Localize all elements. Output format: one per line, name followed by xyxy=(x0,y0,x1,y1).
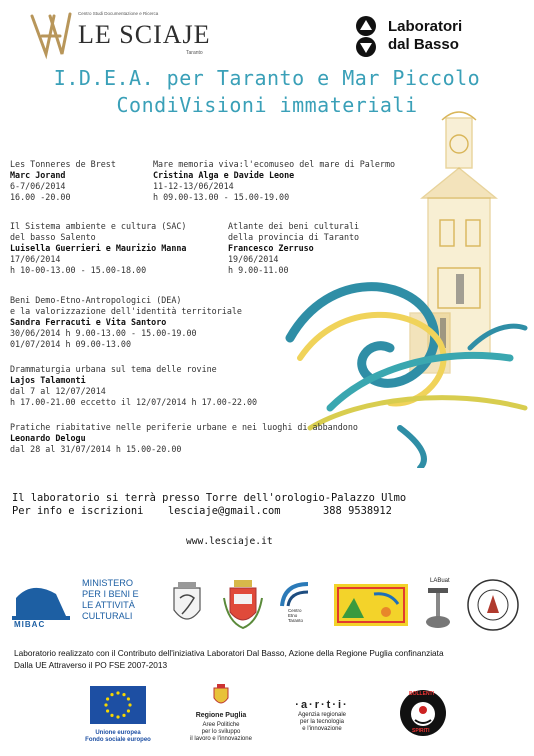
eu-star-icon xyxy=(110,693,113,696)
event-title: Les Tonneres de Brest xyxy=(10,159,116,169)
event-7 xyxy=(10,422,358,455)
page-title: I.D.E.A. per Taranto e Mar Piccolo xyxy=(53,66,481,90)
event-date: 11-12-13/06/2014 xyxy=(153,181,234,191)
centro-etno-logo xyxy=(278,580,322,630)
event-title: Mare memoria viva:l'ecomuseo del mare di Palermo xyxy=(153,159,396,169)
event-speaker: Sandra Ferracuti e Vita Santoro xyxy=(10,317,167,327)
phone-number: 388 9538912 xyxy=(323,505,392,517)
arti-line: e l'innovazione xyxy=(302,726,342,732)
event-date: 6-7/06/2014 xyxy=(10,181,66,191)
ue-line: Fondo sociale europeo xyxy=(85,737,151,743)
event-title: Pratiche riabitative nelle periferie urbane e nei luoghi di abbandono xyxy=(10,422,358,432)
eu-star-icon xyxy=(110,714,113,717)
event-speaker: Lajos Talamonti xyxy=(10,375,86,385)
event-1 xyxy=(10,159,116,203)
ministero-line: PER I BENI E xyxy=(82,589,139,599)
event-date: 17/06/2014 xyxy=(10,254,61,264)
venue-text: Il laboratorio si terrà presso Torre dell'orologio-Palazzo Ulmo xyxy=(12,492,407,504)
regione-puglia-logo xyxy=(176,684,266,756)
event-title-2: della provincia di Taranto xyxy=(228,232,360,242)
up-down-triangles-icon xyxy=(350,14,382,58)
arti-line: per la tecnologia xyxy=(299,719,345,725)
taranto-crest-icon xyxy=(170,580,204,630)
labuat-label: LABuat xyxy=(430,578,450,584)
logo-line2: dal Basso xyxy=(388,36,459,53)
eu-star-icon xyxy=(122,693,125,696)
arti-line: Agenzia regionale xyxy=(297,712,347,718)
eu-star-icon xyxy=(106,697,109,700)
eu-star-icon xyxy=(127,709,130,712)
event-date: dal 7 al 12/07/2014 xyxy=(10,386,106,396)
eu-logo xyxy=(80,686,156,754)
le-sciaje-logo xyxy=(24,6,224,62)
event-date: dal 28 al 31/07/2014 h 15.00-20.00 xyxy=(10,444,182,454)
logo-city: Taranto xyxy=(186,50,203,56)
bollenti-bottom: SPIRITI xyxy=(412,728,430,734)
bollenti-spiriti-logo xyxy=(398,688,448,748)
colorful-association-logo-icon xyxy=(334,584,408,626)
labuat-icon xyxy=(422,586,460,632)
eu-star-icon xyxy=(116,715,119,718)
funding-logos xyxy=(0,682,534,756)
event-6 xyxy=(10,364,257,408)
event-hours: h 17.00-21.00 eccetto il 12/07/2014 h 17.00-22.00 xyxy=(10,397,258,407)
event-3 xyxy=(10,221,186,276)
event-hours: 16.00 -20.00 xyxy=(10,192,71,202)
event-speaker: Marc Jorand xyxy=(10,170,66,180)
logo-line1: Laboratori xyxy=(388,18,463,35)
mibac-logo xyxy=(10,576,72,632)
event-hours: h 09.00-13.00 - 15.00-19.00 xyxy=(153,192,290,202)
event-title-2: e la valorizzazione dell'identità territoriale xyxy=(10,306,242,316)
event-title-2: del basso Salento xyxy=(10,232,96,242)
regione-crest-icon xyxy=(212,684,230,708)
centro-etno-icon xyxy=(278,580,322,610)
arti-logo xyxy=(282,699,362,754)
event-hours: h 9.00-11.00 xyxy=(228,265,289,275)
website-link[interactable]: www.lesciaje.it xyxy=(186,536,273,547)
eu-star-icon xyxy=(106,709,109,712)
event-hours: 01/07/2014 h 09.00-13.00 xyxy=(10,339,132,349)
credit-text xyxy=(14,648,524,671)
regione-line: Aree Politiche xyxy=(202,722,240,728)
event-hours: h 10-00-13.00 - 15.00-18.00 xyxy=(10,265,147,275)
contacts-label: Per info e iscrizioni xyxy=(12,505,144,517)
event-date: 30/06/2014 h 9.00-13.00 - 15.00-19.00 xyxy=(10,328,197,338)
credit-line2: Dalla UE Attraverso il PO FSE 2007-2013 xyxy=(14,659,168,670)
archeoclub-logo-icon xyxy=(466,578,520,632)
centro-line: Taranto xyxy=(288,618,304,623)
ue-line: Unione europea xyxy=(95,730,141,736)
event-speaker: Francesco Zerruso xyxy=(228,243,314,253)
contacts-line xyxy=(12,505,392,518)
page-subtitle: CondiVisioni immateriali xyxy=(116,93,418,117)
logo-subtitle: Centro Studi Documentazione e Ricerca xyxy=(78,11,159,16)
event-speaker: Cristina Alga e Davide Leone xyxy=(153,170,295,180)
ministero-text xyxy=(82,578,166,622)
ministero-line: MINISTERO xyxy=(82,578,134,588)
event-4 xyxy=(228,221,359,276)
logo-name: LE SCIAJE xyxy=(78,20,211,49)
event-speaker: Luisella Guerrieri e Maurizio Manna xyxy=(10,243,187,253)
event-title: Atlante dei beni culturali xyxy=(228,221,360,231)
email-link[interactable]: lesciaje@gmail.com xyxy=(167,505,281,517)
regione-line: il lavoro e l'innovazione xyxy=(190,736,252,742)
mibac-mark: MIBAC xyxy=(14,620,46,629)
event-speaker: Leonardo Delogu xyxy=(10,433,86,443)
arti-mark: ·a·r·t·i· xyxy=(295,699,349,711)
eu-star-icon xyxy=(122,714,125,717)
event-2 xyxy=(153,159,395,203)
laboratori-dal-basso-logo xyxy=(350,14,510,60)
ministero-line: LE ATTIVITÀ xyxy=(82,600,135,610)
event-5 xyxy=(10,295,242,350)
eu-star-icon xyxy=(128,703,131,706)
event-date: 19/06/2014 xyxy=(228,254,279,264)
centro-line: Centro xyxy=(288,608,302,613)
eu-star-icon xyxy=(116,691,119,694)
labuat-logo xyxy=(422,578,460,632)
event-title: Drammaturgia urbana sul tema delle rovine xyxy=(10,364,217,374)
bollenti-top: BOLLENTI xyxy=(409,691,434,697)
partner-logos xyxy=(10,572,525,640)
regione-line: per lo sviluppo xyxy=(201,729,241,735)
sciaje-emblem-icon xyxy=(24,6,80,62)
centro-line: Etno xyxy=(288,613,298,618)
regione-title: Regione Puglia xyxy=(195,712,247,719)
credit-line1: Laboratorio realizzato con il Contributo dell'iniziativa Laboratori Dal Basso, Azione della Regione Puglia confinanziata xyxy=(14,648,444,658)
eu-star-icon xyxy=(127,697,130,700)
eu-flag-icon xyxy=(90,686,146,724)
ministero-line: CULTURALI xyxy=(82,611,133,621)
provincia-crest-icon xyxy=(220,578,266,632)
event-title: Beni Demo-Etno-Antropologici (DEA) xyxy=(10,295,182,305)
eu-star-icon xyxy=(104,703,107,706)
event-title: Il Sistema ambiente e cultura (SAC) xyxy=(10,221,187,231)
